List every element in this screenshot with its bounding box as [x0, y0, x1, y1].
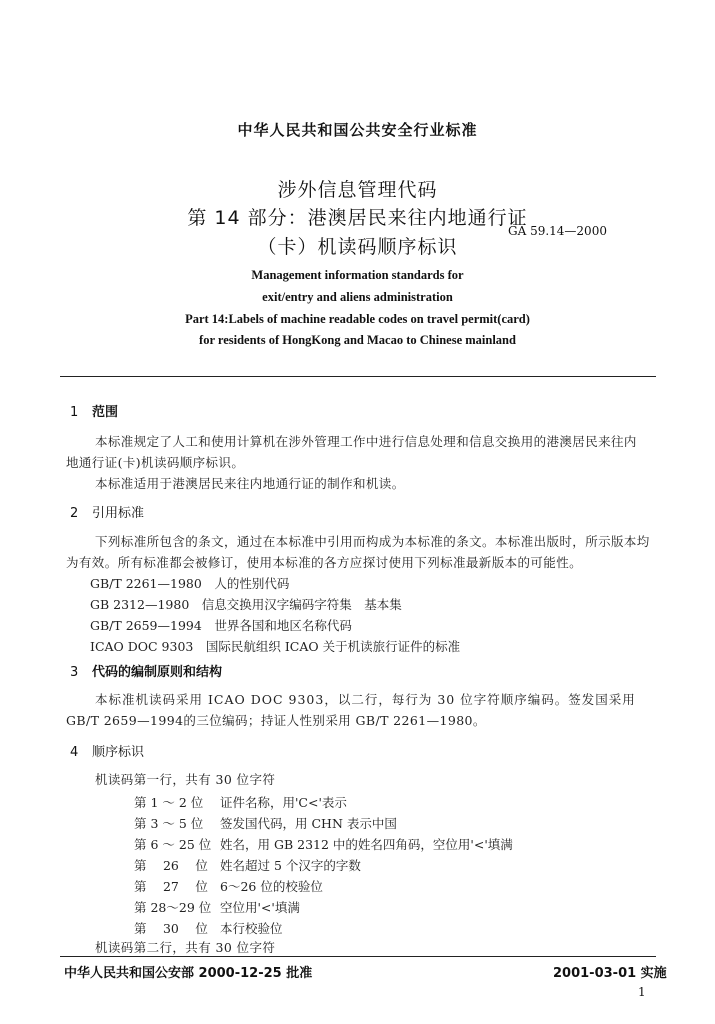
reference-item: GB/T 2659—1994 世界各国和地区名称代码 — [90, 618, 352, 633]
section-2-para1-line1: 下列标准所包含的条文，通过在本标准中引用而构成为本标准的条文。本标准出版时，所示版本均 — [95, 534, 650, 549]
field-position: 第 1 ～ 2 位 — [134, 795, 204, 810]
english-title-line1: Management information standards for — [251, 268, 464, 282]
approval-date: 中华人民共和国公安部 2000-12-25 批准 — [64, 966, 313, 981]
section-4-number: 4 — [70, 745, 79, 760]
section-2-title: 引用标准 — [92, 506, 145, 521]
section-3-para1-line1: 本标准机读码采用 ICAO DOC 9303，以二行，每行为 30 位字符顺序编码。签发国采用 — [95, 692, 636, 707]
field-position: 第 6 ～ 25 位 — [134, 837, 212, 852]
mrz-field-row — [134, 814, 397, 832]
section-2-heading — [70, 502, 144, 521]
mrz-field-row — [134, 856, 361, 874]
field-description: 证件名称，用'C<'表示 — [220, 795, 347, 810]
footer-divider — [60, 956, 656, 957]
mrz-field-row — [134, 877, 323, 895]
section-1-para1-line2: 地通行证(卡)机读码顺序标识。 — [66, 455, 245, 470]
field-description: 6～26 位的校验位 — [220, 879, 323, 894]
standard-header: 中华人民共和国公共安全行业标准 — [237, 121, 478, 139]
header-divider — [60, 376, 656, 377]
reference-item: GB 2312—1980 信息交换用汉字编码字符集 基本集 — [90, 597, 402, 612]
field-position: 第 27 位 — [134, 879, 208, 894]
section-1-title: 范围 — [92, 405, 119, 420]
english-title-line2: exit/entry and aliens administration — [262, 290, 453, 304]
mrz-field-row — [134, 919, 283, 937]
implementation-date: 2001-03-01 实施 — [553, 966, 667, 981]
mrz-field-row — [134, 793, 347, 811]
field-description: 空位用'<'填满 — [220, 900, 300, 915]
section-3-para1-line2: GB/T 2659—1994的三位编码；持证人性别采用 GB/T 2261—1980。 — [66, 713, 486, 728]
english-title-line4: for residents of HongKong and Macao to Chinese mainland — [199, 333, 516, 347]
field-position: 第 26 位 — [134, 858, 208, 873]
reference-item: GB/T 2261—1980 人的性别代码 — [90, 576, 290, 591]
section-1-number: 1 — [70, 405, 79, 420]
section-4-heading — [70, 741, 144, 760]
section-2-para1-line2: 为有效。所有标准都会被修订，使用本标准的各方应探讨使用下列标准最新版本的可能性。 — [66, 555, 583, 570]
field-position: 第 30 位 — [134, 921, 208, 936]
english-title-line3: Part 14:Labels of machine readable codes on travel permit(card) — [185, 312, 530, 326]
field-description: 姓名超过 5 个汉字的字数 — [220, 858, 361, 873]
section-3-number: 3 — [70, 665, 79, 680]
field-position: 第 28～29 位 — [134, 900, 212, 915]
standard-code: GA 59.14—2000 — [508, 224, 607, 238]
section-1-para2: 本标准适用于港澳居民来往内地通行证的制作和机读。 — [95, 476, 405, 491]
reference-item: ICAO DOC 9303 国际民航组织 ICAO 关于机读旅行证件的标准 — [90, 639, 461, 654]
mrz-line2-intro: 机读码第二行，共有 30 位字符 — [95, 940, 276, 955]
section-3-heading — [70, 661, 222, 680]
section-1-heading — [70, 401, 118, 420]
doc-title-line1: 涉外信息管理代码 — [277, 179, 438, 201]
mrz-line1-intro: 机读码第一行，共有 30 位字符 — [95, 772, 276, 787]
section-2-number: 2 — [70, 506, 79, 521]
mrz-field-row — [134, 835, 513, 853]
mrz-field-row — [134, 898, 300, 916]
page-number: 1 — [638, 985, 646, 999]
field-description: 签发国代码，用 CHN 表示中国 — [220, 816, 397, 831]
section-3-title: 代码的编制原则和结构 — [92, 665, 223, 680]
section-1-para1-line1: 本标准规定了人工和使用计算机在涉外管理工作中进行信息处理和信息交换用的港澳居民来往内 — [95, 434, 637, 449]
doc-title-line3: （卡）机读码顺序标识 — [257, 236, 458, 258]
section-4-title: 顺序标识 — [92, 745, 145, 760]
field-description: 姓名，用 GB 2312 中的姓名四角码，空位用'<'填满 — [220, 837, 513, 852]
field-description: 本行校验位 — [220, 921, 283, 936]
field-position: 第 3 ～ 5 位 — [134, 816, 204, 831]
doc-title-line2: 第 14 部分：港澳居民来往内地通行证 — [187, 207, 528, 229]
